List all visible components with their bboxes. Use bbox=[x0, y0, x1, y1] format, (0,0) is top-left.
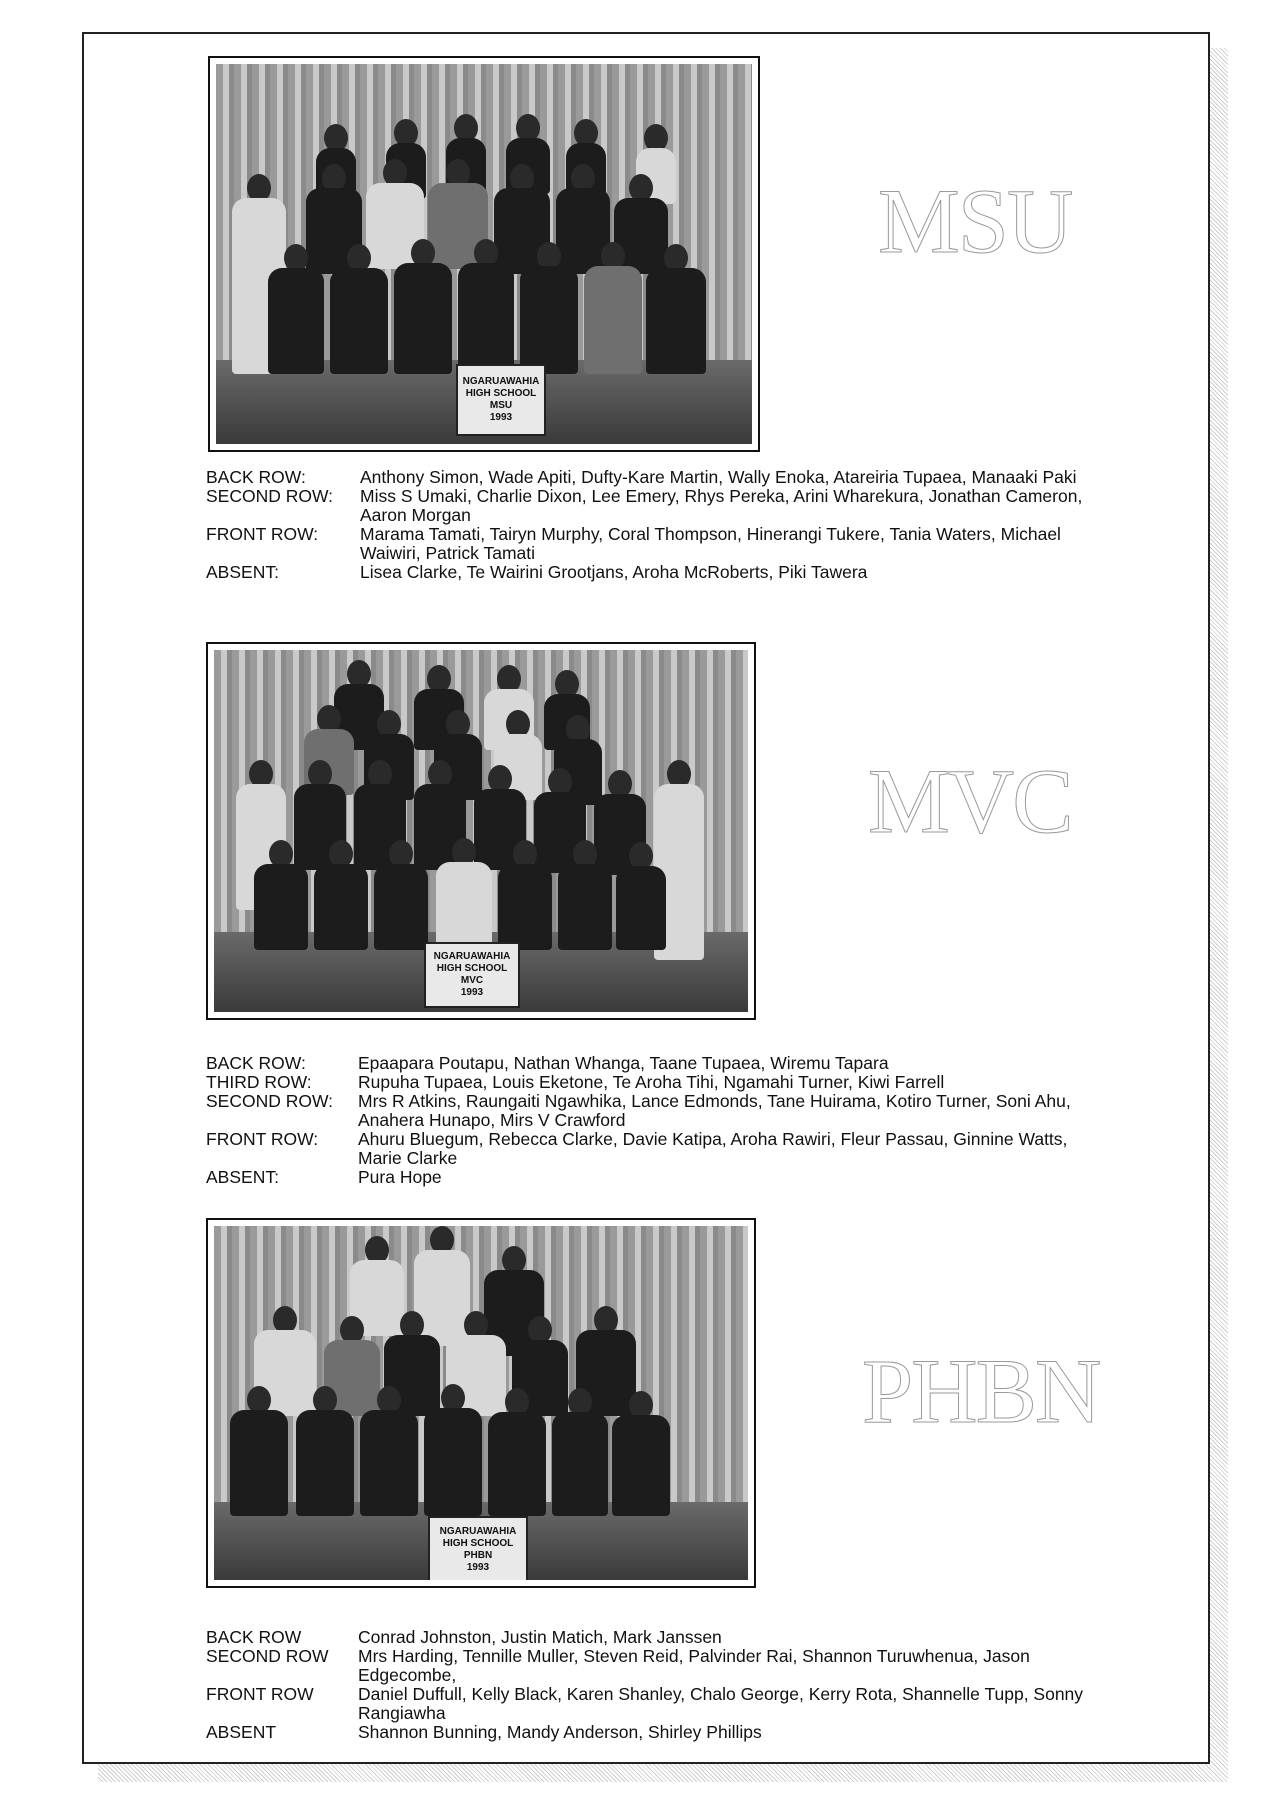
caption-row: FRONT ROW: Marama Tamati, Tairyn Murphy, Coral Thompson, Hinerangi Tukere, Tania Waters, Michael Waiwiri, Patrick Tamati bbox=[206, 524, 1061, 563]
group-sign: NGARUAWAHIA HIGH SCHOOL MSU 1993 bbox=[456, 364, 546, 436]
group-sign: NGARUAWAHIA HIGH SCHOOL PHBN 1993 bbox=[428, 1516, 528, 1580]
group-title-mvc: MVC bbox=[868, 750, 1072, 852]
caption-msu bbox=[206, 468, 1096, 582]
group-photo-msu bbox=[208, 56, 760, 452]
group-title-msu: MSU bbox=[878, 170, 1072, 272]
caption-row: THIRD ROW: Rupuha Tupaea, Louis Eketone, Te Aroha Tihi, Ngamahi Turner, Kiwi Farrell bbox=[206, 1072, 945, 1092]
caption-row: ABSENT Shannon Bunning, Mandy Anderson, Shirley Phillips bbox=[206, 1722, 762, 1742]
caption-row: SECOND ROW: Mrs R Atkins, Raungaiti Ngawhika, Lance Edmonds, Tane Huirama, Kotiro Turner, Soni Ahu, Anahera Hunapo, Mirs V Crawford bbox=[206, 1091, 1071, 1130]
group-photo-mvc bbox=[206, 642, 756, 1020]
group-photo-phbn bbox=[206, 1218, 756, 1588]
caption-row: SECOND ROW Mrs Harding, Tennille Muller, Steven Reid, Palvinder Rai, Shannon Turuwhenua, Jason Edgecombe, bbox=[206, 1646, 1030, 1685]
caption-row: ABSENT: Pura Hope bbox=[206, 1167, 442, 1187]
caption-row: SECOND ROW: Miss S Umaki, Charlie Dixon, Lee Emery, Rhys Pereka, Arini Wharekura, Jonathan Cameron, Aaron Morgan bbox=[206, 486, 1083, 525]
caption-row: BACK ROW Conrad Johnston, Justin Matich, Mark Janssen bbox=[206, 1627, 722, 1647]
caption-phbn bbox=[206, 1628, 1096, 1742]
caption-mvc bbox=[206, 1054, 1106, 1187]
photo-image bbox=[214, 1226, 748, 1580]
caption-row: ABSENT: Lisea Clarke, Te Wairini Grootjans, Aroha McRoberts, Piki Tawera bbox=[206, 562, 868, 582]
caption-row: FRONT ROW: Ahuru Bluegum, Rebecca Clarke, Davie Katipa, Aroha Rawiri, Fleur Passau, Ginnine Watts, Marie Clarke bbox=[206, 1129, 1068, 1168]
caption-row: FRONT ROW Daniel Duffull, Kelly Black, Karen Shanley, Chalo George, Kerry Rota, Shannelle Tupp, Sonny Rangiawha bbox=[206, 1684, 1084, 1723]
caption-row: BACK ROW: Epaapara Poutapu, Nathan Whanga, Taane Tupaea, Wiremu Tapara bbox=[206, 1053, 889, 1073]
photo-image bbox=[216, 64, 752, 444]
group-title-phbn: PHBN bbox=[862, 1340, 1100, 1442]
group-sign: NGARUAWAHIA HIGH SCHOOL MVC 1993 bbox=[424, 942, 520, 1008]
photo-image bbox=[214, 650, 748, 1012]
caption-row: BACK ROW: Anthony Simon, Wade Apiti, Dufty-Kare Martin, Wally Enoka, Atareiria Tupaea, Manaaki Paki bbox=[206, 467, 1077, 487]
